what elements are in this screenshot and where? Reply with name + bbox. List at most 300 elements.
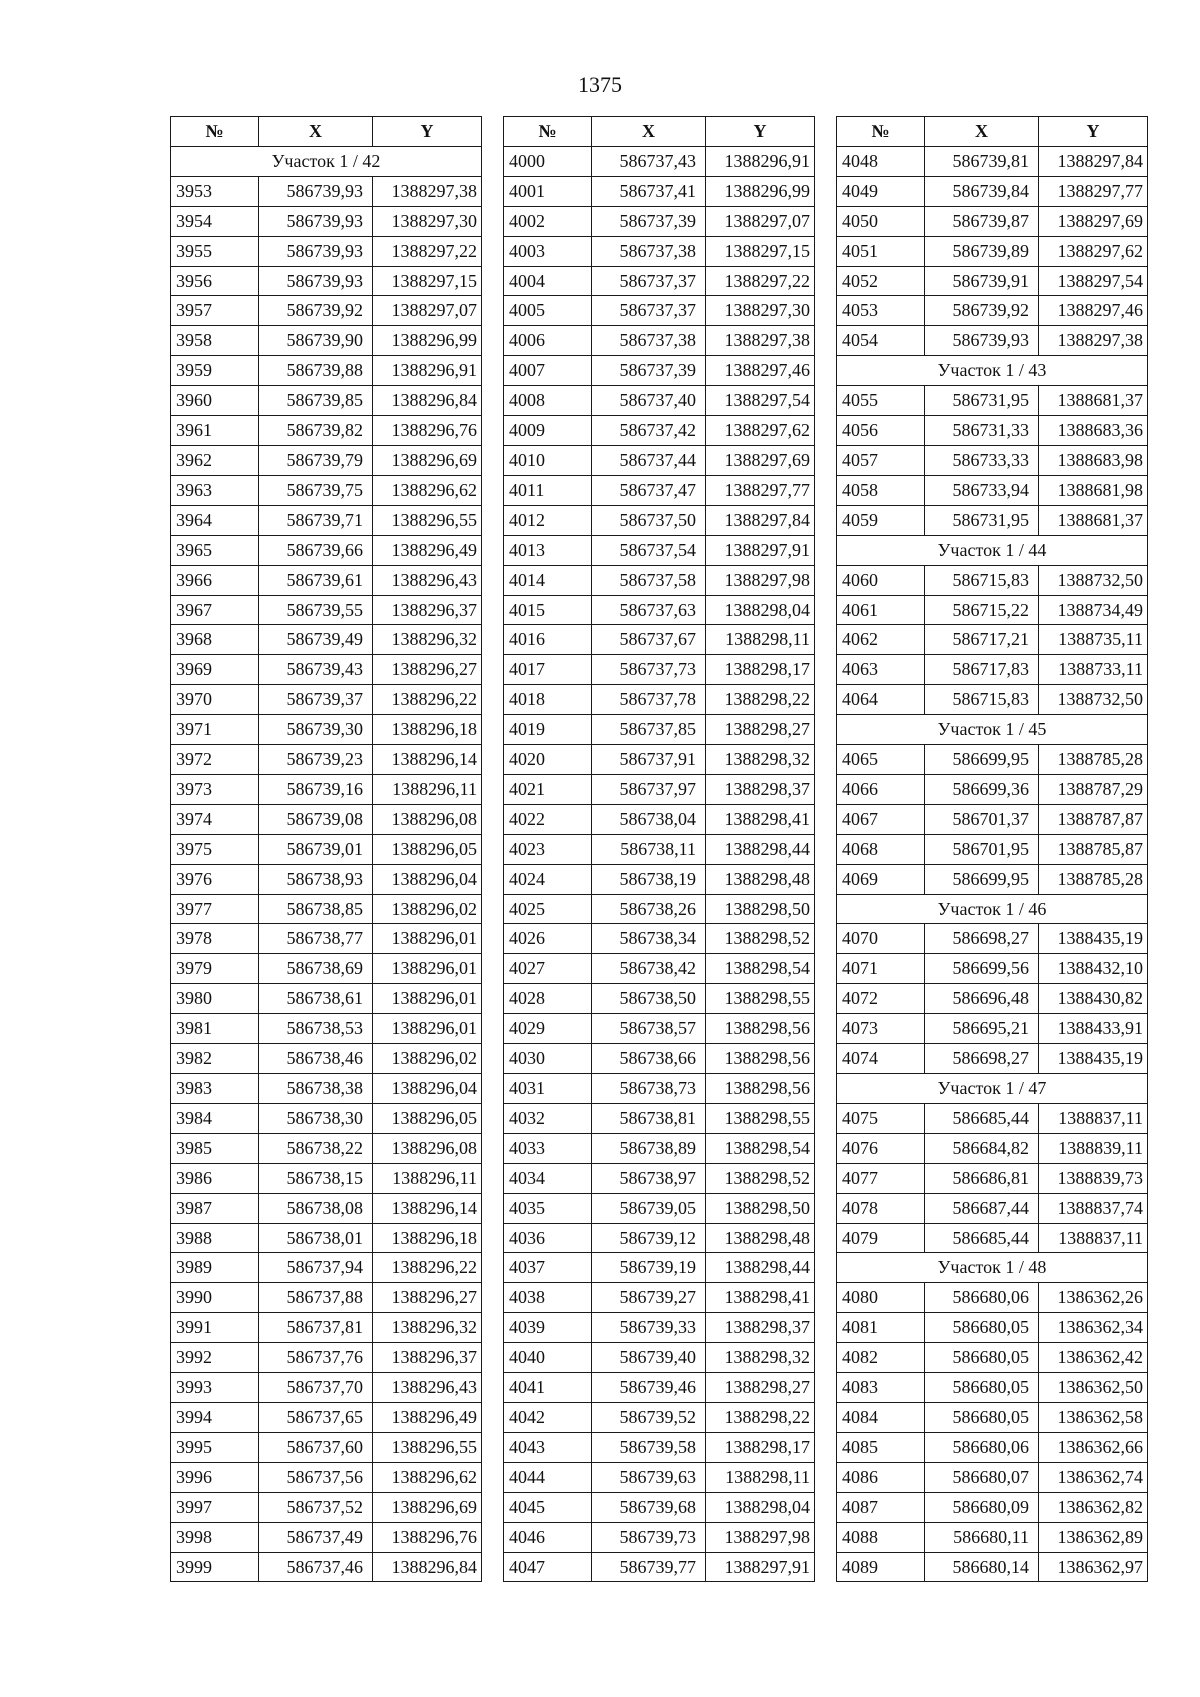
cell-x: 586737,91	[592, 745, 706, 775]
cell-x: 586739,16	[259, 774, 373, 804]
cell-x: 586738,89	[592, 1133, 706, 1163]
table-row	[504, 535, 815, 565]
cell-y: 1388297,22	[373, 236, 482, 266]
cell-y: 1388298,04	[706, 595, 815, 625]
table-row	[837, 595, 1148, 625]
cell-y: 1388297,69	[1039, 206, 1148, 236]
header-x: X	[592, 117, 706, 147]
cell-y: 1388296,76	[373, 416, 482, 446]
table-row	[837, 236, 1148, 266]
cell-x: 586737,60	[259, 1432, 373, 1462]
table-row	[504, 1074, 815, 1104]
cell-number: 4069	[837, 864, 925, 894]
section-title: Участок 1 / 48	[837, 1253, 1148, 1283]
table-row	[171, 715, 482, 745]
cell-number: 4084	[837, 1402, 925, 1432]
table-row	[504, 1343, 815, 1373]
cell-number: 4027	[504, 954, 592, 984]
cell-x: 586731,95	[925, 505, 1039, 535]
table-row	[171, 864, 482, 894]
cell-x: 586701,37	[925, 804, 1039, 834]
cell-x: 586731,33	[925, 416, 1039, 446]
cell-number: 3994	[171, 1402, 259, 1432]
cell-number: 4052	[837, 266, 925, 296]
cell-y: 1388298,56	[706, 1014, 815, 1044]
page-number: 1375	[578, 72, 622, 97]
cell-number: 4083	[837, 1373, 925, 1403]
table-row	[504, 1432, 815, 1462]
cell-x: 586733,94	[925, 475, 1039, 505]
cell-y: 1388296,11	[373, 1163, 482, 1193]
cell-y: 1388298,54	[706, 1133, 815, 1163]
cell-y: 1388298,37	[706, 1313, 815, 1343]
cell-y: 1388298,32	[706, 1343, 815, 1373]
cell-y: 1388296,08	[373, 804, 482, 834]
cell-y: 1388787,29	[1039, 774, 1148, 804]
cell-y: 1388785,28	[1039, 745, 1148, 775]
cell-y: 1388296,14	[373, 1193, 482, 1223]
cell-y: 1388433,91	[1039, 1014, 1148, 1044]
cell-number: 4021	[504, 774, 592, 804]
table-row	[171, 1014, 482, 1044]
table-row	[171, 1313, 482, 1343]
cell-number: 4055	[837, 386, 925, 416]
cell-x: 586739,77	[592, 1552, 706, 1582]
cell-y: 1388837,11	[1039, 1103, 1148, 1133]
table-row	[171, 475, 482, 505]
cell-number: 4079	[837, 1223, 925, 1253]
cell-number: 3985	[171, 1133, 259, 1163]
cell-x: 586680,05	[925, 1373, 1039, 1403]
cell-number: 3971	[171, 715, 259, 745]
table-row	[504, 774, 815, 804]
cell-number: 4078	[837, 1193, 925, 1223]
cell-x: 586685,44	[925, 1103, 1039, 1133]
cell-x: 586739,92	[259, 296, 373, 326]
cell-number: 3955	[171, 236, 259, 266]
cell-number: 3975	[171, 834, 259, 864]
cell-x: 586739,93	[259, 266, 373, 296]
table-body	[504, 146, 815, 1582]
cell-number: 4009	[504, 416, 592, 446]
cell-number: 4013	[504, 535, 592, 565]
section-row	[837, 356, 1148, 386]
cell-x: 586739,82	[259, 416, 373, 446]
cell-x: 586699,95	[925, 745, 1039, 775]
cell-x: 586739,52	[592, 1402, 706, 1432]
cell-number: 3968	[171, 625, 259, 655]
cell-x: 586680,14	[925, 1552, 1039, 1582]
cell-x: 586680,11	[925, 1522, 1039, 1552]
cell-x: 586739,49	[259, 625, 373, 655]
cell-number: 4018	[504, 685, 592, 715]
cell-x: 586738,30	[259, 1103, 373, 1133]
cell-number: 4068	[837, 834, 925, 864]
cell-number: 4053	[837, 296, 925, 326]
cell-number: 3956	[171, 266, 259, 296]
table-row	[837, 176, 1148, 206]
cell-x: 586737,97	[592, 774, 706, 804]
table-row	[837, 804, 1148, 834]
cell-number: 4020	[504, 745, 592, 775]
table-row	[504, 1522, 815, 1552]
cell-x: 586737,37	[592, 296, 706, 326]
table-row	[837, 206, 1148, 236]
table-row	[837, 1462, 1148, 1492]
table-row	[837, 1313, 1148, 1343]
cell-y: 1388837,11	[1039, 1223, 1148, 1253]
cell-x: 586687,44	[925, 1193, 1039, 1223]
cell-y: 1386362,66	[1039, 1432, 1148, 1462]
cell-number: 4074	[837, 1044, 925, 1074]
cell-y: 1388296,91	[373, 356, 482, 386]
cell-number: 3995	[171, 1432, 259, 1462]
cell-number: 3957	[171, 296, 259, 326]
cell-y: 1388298,22	[706, 1402, 815, 1432]
coordinates-table	[503, 116, 815, 1582]
cell-number: 3966	[171, 565, 259, 595]
cell-x: 586680,09	[925, 1492, 1039, 1522]
cell-number: 4077	[837, 1163, 925, 1193]
cell-x: 586737,39	[592, 356, 706, 386]
table-row	[171, 1103, 482, 1133]
cell-number: 4076	[837, 1133, 925, 1163]
cell-x: 586739,66	[259, 535, 373, 565]
cell-y: 1388297,54	[706, 386, 815, 416]
cell-y: 1388296,01	[373, 984, 482, 1014]
section-row	[837, 894, 1148, 924]
cell-y: 1388298,11	[706, 1462, 815, 1492]
cell-y: 1388296,04	[373, 1074, 482, 1104]
cell-y: 1388296,99	[373, 326, 482, 356]
cell-y: 1388298,41	[706, 804, 815, 834]
table-row	[171, 1163, 482, 1193]
table-body	[837, 146, 1148, 1582]
cell-number: 4054	[837, 326, 925, 356]
cell-y: 1386362,26	[1039, 1283, 1148, 1313]
cell-x: 586739,93	[259, 206, 373, 236]
cell-x: 586738,08	[259, 1193, 373, 1223]
cell-x: 586739,12	[592, 1223, 706, 1253]
table-row	[171, 1074, 482, 1104]
table-row	[504, 1462, 815, 1492]
cell-y: 1388296,84	[373, 386, 482, 416]
cell-y: 1388296,43	[373, 565, 482, 595]
cell-number: 3998	[171, 1522, 259, 1552]
cell-y: 1388298,17	[706, 655, 815, 685]
table-row	[504, 1313, 815, 1343]
table-row	[837, 445, 1148, 475]
cell-x: 586739,05	[592, 1193, 706, 1223]
cell-number: 4050	[837, 206, 925, 236]
table-row	[171, 1492, 482, 1522]
cell-x: 586739,46	[592, 1373, 706, 1403]
cell-y: 1388296,14	[373, 745, 482, 775]
cell-number: 3976	[171, 864, 259, 894]
table-row	[837, 685, 1148, 715]
header-x: X	[259, 117, 373, 147]
cell-x: 586738,50	[592, 984, 706, 1014]
cell-x: 586739,81	[925, 146, 1039, 176]
header-number: №	[837, 117, 925, 147]
cell-x: 586738,53	[259, 1014, 373, 1044]
header-y: Y	[373, 117, 482, 147]
cell-y: 1388296,32	[373, 625, 482, 655]
cell-y: 1388298,50	[706, 894, 815, 924]
table-row	[837, 1163, 1148, 1193]
cell-x: 586739,89	[925, 236, 1039, 266]
cell-x: 586739,90	[259, 326, 373, 356]
cell-number: 3978	[171, 924, 259, 954]
cell-x: 586738,38	[259, 1074, 373, 1104]
cell-x: 586739,58	[592, 1432, 706, 1462]
table-row	[171, 1522, 482, 1552]
cell-x: 586699,95	[925, 864, 1039, 894]
cell-y: 1388297,30	[373, 206, 482, 236]
cell-y: 1388297,62	[1039, 236, 1148, 266]
cell-x: 586738,66	[592, 1044, 706, 1074]
cell-number: 4057	[837, 445, 925, 475]
cell-x: 586738,42	[592, 954, 706, 984]
table-row	[171, 1462, 482, 1492]
cell-number: 3979	[171, 954, 259, 984]
cell-y: 1388297,30	[706, 296, 815, 326]
table-row	[171, 1432, 482, 1462]
cell-x: 586717,21	[925, 625, 1039, 655]
cell-y: 1388298,11	[706, 625, 815, 655]
cell-number: 3970	[171, 685, 259, 715]
cell-number: 4032	[504, 1103, 592, 1133]
cell-number: 4042	[504, 1402, 592, 1432]
cell-number: 4089	[837, 1552, 925, 1582]
cell-number: 4017	[504, 655, 592, 685]
table-row	[837, 1193, 1148, 1223]
table-row	[171, 505, 482, 535]
cell-x: 586738,22	[259, 1133, 373, 1163]
cell-y: 1388785,87	[1039, 834, 1148, 864]
cell-x: 586715,83	[925, 685, 1039, 715]
table-row	[504, 625, 815, 655]
cell-x: 586738,04	[592, 804, 706, 834]
cell-x: 586680,05	[925, 1343, 1039, 1373]
cell-y: 1388298,32	[706, 745, 815, 775]
table-row	[504, 1492, 815, 1522]
cell-x: 586739,93	[259, 176, 373, 206]
table-row	[504, 1373, 815, 1403]
table-row	[171, 924, 482, 954]
cell-number: 4011	[504, 475, 592, 505]
cell-x: 586739,88	[259, 356, 373, 386]
cell-y: 1388297,98	[706, 565, 815, 595]
table-row	[837, 326, 1148, 356]
cell-y: 1386362,89	[1039, 1522, 1148, 1552]
table-row	[171, 296, 482, 326]
cell-y: 1388296,76	[373, 1522, 482, 1552]
section-row	[171, 146, 482, 176]
cell-y: 1388681,37	[1039, 386, 1148, 416]
cell-number: 3974	[171, 804, 259, 834]
cell-x: 586737,43	[592, 146, 706, 176]
cell-y: 1388296,22	[373, 1253, 482, 1283]
table-row	[837, 475, 1148, 505]
cell-y: 1388298,44	[706, 1253, 815, 1283]
cell-number: 3953	[171, 176, 259, 206]
cell-y: 1388839,11	[1039, 1133, 1148, 1163]
cell-y: 1388837,74	[1039, 1193, 1148, 1223]
cell-number: 3964	[171, 505, 259, 535]
table-row	[837, 774, 1148, 804]
cell-number: 4010	[504, 445, 592, 475]
cell-number: 4012	[504, 505, 592, 535]
table-row	[837, 954, 1148, 984]
cell-x: 586737,37	[592, 266, 706, 296]
cell-number: 4073	[837, 1014, 925, 1044]
cell-y: 1388296,01	[373, 924, 482, 954]
cell-y: 1388297,38	[706, 326, 815, 356]
cell-y: 1388298,55	[706, 1103, 815, 1133]
cell-y: 1388296,55	[373, 505, 482, 535]
table-row	[504, 445, 815, 475]
cell-y: 1388785,28	[1039, 864, 1148, 894]
cell-number: 4066	[837, 774, 925, 804]
cell-x: 586739,68	[592, 1492, 706, 1522]
cell-x: 586739,61	[259, 565, 373, 595]
cell-x: 586739,92	[925, 296, 1039, 326]
cell-y: 1388298,56	[706, 1044, 815, 1074]
cell-number: 3989	[171, 1253, 259, 1283]
section-title: Участок 1 / 44	[837, 535, 1148, 565]
cell-x: 586686,81	[925, 1163, 1039, 1193]
cell-x: 586739,08	[259, 804, 373, 834]
table-header-row	[171, 117, 482, 147]
cell-x: 586737,76	[259, 1343, 373, 1373]
cell-number: 4051	[837, 236, 925, 266]
cell-number: 4014	[504, 565, 592, 595]
cell-x: 586698,27	[925, 1044, 1039, 1074]
cell-y: 1388297,07	[373, 296, 482, 326]
table-row	[504, 176, 815, 206]
table-row	[504, 266, 815, 296]
table-row	[504, 356, 815, 386]
cell-number: 4058	[837, 475, 925, 505]
cell-number: 3984	[171, 1103, 259, 1133]
cell-number: 4067	[837, 804, 925, 834]
cell-number: 4008	[504, 386, 592, 416]
cell-y: 1388297,07	[706, 206, 815, 236]
cell-x: 586737,42	[592, 416, 706, 446]
cell-number: 4007	[504, 356, 592, 386]
table-row	[171, 206, 482, 236]
cell-y: 1388297,46	[706, 356, 815, 386]
cell-x: 586739,73	[592, 1522, 706, 1552]
table-row	[171, 445, 482, 475]
cell-number: 4031	[504, 1074, 592, 1104]
cell-y: 1388298,52	[706, 1163, 815, 1193]
cell-number: 4047	[504, 1552, 592, 1582]
cell-x: 586737,78	[592, 685, 706, 715]
cell-y: 1388296,11	[373, 774, 482, 804]
section-title: Участок 1 / 45	[837, 715, 1148, 745]
header-number: №	[504, 117, 592, 147]
cell-y: 1388296,99	[706, 176, 815, 206]
cell-number: 3960	[171, 386, 259, 416]
cell-y: 1388297,46	[1039, 296, 1148, 326]
cell-number: 4048	[837, 146, 925, 176]
cell-number: 4071	[837, 954, 925, 984]
cell-y: 1388296,01	[373, 1014, 482, 1044]
cell-y: 1388298,54	[706, 954, 815, 984]
cell-x: 586739,40	[592, 1343, 706, 1373]
cell-x: 586739,93	[925, 326, 1039, 356]
table-row	[504, 834, 815, 864]
table-row	[171, 625, 482, 655]
table-row	[504, 1103, 815, 1133]
cell-y: 1388435,19	[1039, 924, 1148, 954]
cell-x: 586738,11	[592, 834, 706, 864]
cell-y: 1388681,37	[1039, 505, 1148, 535]
cell-y: 1388296,84	[373, 1552, 482, 1582]
cell-number: 4085	[837, 1432, 925, 1462]
cell-y: 1388296,01	[373, 954, 482, 984]
cell-y: 1388296,05	[373, 1103, 482, 1133]
cell-y: 1388298,04	[706, 1492, 815, 1522]
cell-y: 1388296,05	[373, 834, 482, 864]
cell-number: 4081	[837, 1313, 925, 1343]
cell-x: 586737,56	[259, 1462, 373, 1492]
cell-number: 4034	[504, 1163, 592, 1193]
table-row	[171, 894, 482, 924]
cell-number: 4080	[837, 1283, 925, 1313]
table-row	[171, 1193, 482, 1223]
cell-y: 1386362,74	[1039, 1462, 1148, 1492]
cell-number: 3991	[171, 1313, 259, 1343]
table-row	[171, 1373, 482, 1403]
cell-x: 586738,81	[592, 1103, 706, 1133]
cell-y: 1388296,02	[373, 894, 482, 924]
cell-number: 4036	[504, 1223, 592, 1253]
cell-y: 1388296,18	[373, 1223, 482, 1253]
cell-x: 586739,63	[592, 1462, 706, 1492]
cell-y: 1388735,11	[1039, 625, 1148, 655]
table-row	[504, 894, 815, 924]
cell-number: 4035	[504, 1193, 592, 1223]
cell-y: 1388734,49	[1039, 595, 1148, 625]
table-row	[171, 386, 482, 416]
cell-y: 1388298,17	[706, 1432, 815, 1462]
cell-x: 586738,01	[259, 1223, 373, 1253]
cell-number: 3961	[171, 416, 259, 446]
table-row	[504, 505, 815, 535]
cell-x: 586739,55	[259, 595, 373, 625]
cell-y: 1386362,34	[1039, 1313, 1148, 1343]
table-row	[837, 984, 1148, 1014]
table-row	[837, 416, 1148, 446]
cell-number: 4063	[837, 655, 925, 685]
cell-y: 1388297,98	[706, 1522, 815, 1552]
cell-y: 1388296,22	[373, 685, 482, 715]
cell-x: 586739,01	[259, 834, 373, 864]
table-row	[171, 954, 482, 984]
cell-number: 3973	[171, 774, 259, 804]
cell-x: 586737,81	[259, 1313, 373, 1343]
cell-number: 4039	[504, 1313, 592, 1343]
cell-number: 4025	[504, 894, 592, 924]
cell-x: 586739,30	[259, 715, 373, 745]
cell-x: 586738,46	[259, 1044, 373, 1074]
section-row	[837, 715, 1148, 745]
cell-number: 4041	[504, 1373, 592, 1403]
cell-x: 586739,37	[259, 685, 373, 715]
